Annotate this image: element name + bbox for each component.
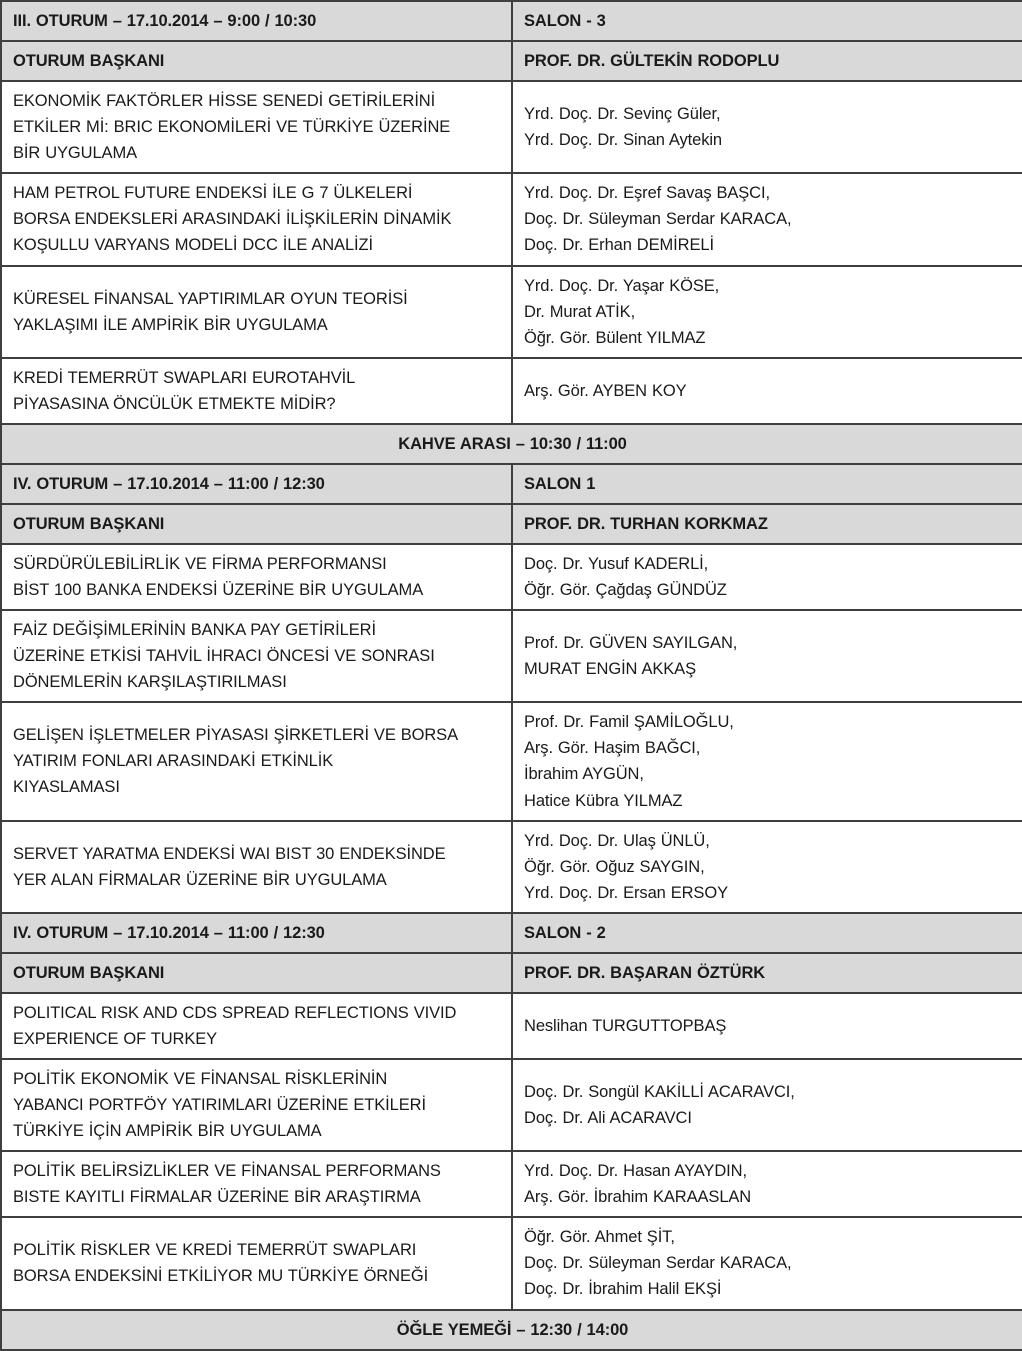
paper-author-line: Doç. Dr. Songül KAKİLLİ ACARAVCI,	[524, 1083, 795, 1102]
paper-title-line: YER ALAN FİRMALAR ÜZERİNE BİR UYGULAMA	[13, 870, 387, 889]
paper-row	[1, 544, 1022, 610]
session-chair-row	[1, 41, 1022, 81]
paper-title-line: POLITICAL RISK AND CDS SPREAD REFLECTIONS VIVID	[13, 1003, 457, 1022]
chair-label: OTURUM BAŞKANI	[1, 41, 512, 81]
paper-row	[1, 821, 1022, 913]
paper-title-line: PİYASASINA ÖNCÜLÜK ETMEKTE MİDİR?	[13, 394, 336, 413]
paper-row	[1, 1151, 1022, 1217]
chair-label: OTURUM BAŞKANI	[1, 504, 512, 544]
paper-author-line: Öğr. Gör. Ahmet ŞİT,	[524, 1228, 675, 1247]
paper-author-line: Arş. Gör. Haşim BAĞCI,	[524, 739, 701, 758]
paper-author-line: Doç. Dr. Erhan DEMİRELİ	[524, 236, 714, 255]
paper-title-line: KÜRESEL FİNANSAL YAPTIRIMLAR OYUN TEORİSİ	[13, 289, 408, 308]
paper-row	[1, 610, 1022, 702]
paper-title	[1, 993, 512, 1059]
paper-title	[1, 266, 512, 358]
paper-authors	[512, 1217, 1022, 1309]
paper-authors	[512, 358, 1022, 424]
paper-row	[1, 358, 1022, 424]
paper-author-line: Yrd. Doç. Dr. Ersan ERSOY	[524, 883, 728, 902]
paper-authors	[512, 81, 1022, 173]
paper-author-line: İbrahim AYGÜN,	[524, 765, 644, 784]
paper-title-line: POLİTİK RİSKLER VE KREDİ TEMERRÜT SWAPLARI	[13, 1241, 417, 1260]
paper-author-line: Yrd. Doç. Dr. Sevinç Güler,	[524, 105, 721, 124]
paper-title-line: BORSA ENDEKSİNİ ETKİLİYOR MU TÜRKİYE ÖRNEĞİ	[13, 1267, 429, 1286]
session-header-row	[1, 913, 1022, 953]
paper-author-line: Doç. Dr. Süleyman Serdar KARACA,	[524, 210, 792, 229]
paper-author-line: MURAT ENGİN AKKAŞ	[524, 660, 696, 679]
session-header-row	[1, 464, 1022, 504]
paper-title	[1, 173, 512, 265]
paper-title	[1, 1217, 512, 1309]
paper-author-line: Dr. Murat ATİK,	[524, 302, 636, 321]
paper-title-line: GELİŞEN İŞLETMELER PİYASASI ŞİRKETLERİ VE BORSA	[13, 726, 458, 745]
paper-author-line: Doç. Dr. İbrahim Halil EKŞİ	[524, 1280, 722, 1299]
paper-author-line: Öğr. Gör. Bülent YILMAZ	[524, 328, 706, 347]
paper-author-line: Doç. Dr. Süleyman Serdar KARACA,	[524, 1254, 792, 1273]
paper-row	[1, 173, 1022, 265]
paper-authors	[512, 610, 1022, 702]
break-label: KAHVE ARASI – 10:30 / 11:00	[1, 424, 1022, 464]
session-chair-row	[1, 504, 1022, 544]
paper-author-line: Yrd. Doç. Dr. Sinan Aytekin	[524, 131, 723, 150]
session-title: III. OTURUM – 17.10.2014 – 9:00 / 10:30	[1, 1, 512, 41]
paper-author-line: Hatice Kübra YILMAZ	[524, 791, 683, 810]
paper-row	[1, 702, 1022, 820]
paper-title-line: KIYASLAMASI	[13, 778, 120, 797]
paper-title-line: POLİTİK BELİRSİZLİKLER VE FİNANSAL PERFORMANS	[13, 1162, 441, 1181]
paper-author-line: Arş. Gör. İbrahim KARAASLAN	[524, 1188, 752, 1207]
paper-title	[1, 821, 512, 913]
paper-authors	[512, 266, 1022, 358]
paper-title-line: HAM PETROL FUTURE ENDEKSİ İLE G 7 ÜLKELERİ	[13, 184, 413, 203]
session-room: SALON - 3	[512, 1, 1022, 41]
paper-authors	[512, 821, 1022, 913]
paper-authors	[512, 702, 1022, 820]
paper-title-line: YATIRIM FONLARI ARASINDAKİ ETKİNLİK	[13, 752, 334, 771]
break-label: ÖĞLE YEMEĞİ – 12:30 / 14:00	[1, 1310, 1022, 1350]
paper-authors	[512, 544, 1022, 610]
paper-row	[1, 1217, 1022, 1309]
paper-row	[1, 993, 1022, 1059]
paper-authors	[512, 173, 1022, 265]
paper-title-line: EKONOMİK FAKTÖRLER HİSSE SENEDİ GETİRİLERİNİ	[13, 92, 436, 111]
paper-title-line: TÜRKİYE İÇİN AMPİRİK BİR UYGULAMA	[13, 1122, 322, 1141]
paper-title	[1, 702, 512, 820]
paper-row	[1, 81, 1022, 173]
paper-title-line: DÖNEMLERİN KARŞILAŞTIRILMASI	[13, 673, 287, 692]
session-header-row	[1, 1, 1022, 41]
paper-title-line: YABANCI PORTFÖY YATIRIMLARI ÜZERİNE ETKİLERİ	[13, 1096, 426, 1115]
paper-title	[1, 81, 512, 173]
session-room: SALON - 2	[512, 913, 1022, 953]
chair-name: PROF. DR. BAŞARAN ÖZTÜRK	[512, 953, 1022, 993]
paper-title-line: YAKLAŞIMI İLE AMPİRİK BİR UYGULAMA	[13, 315, 328, 334]
chair-label: OTURUM BAŞKANI	[1, 953, 512, 993]
paper-title-line: BISTE KAYITLI FİRMALAR ÜZERİNE BİR ARAŞTIRMA	[13, 1188, 421, 1207]
paper-author-line: Öğr. Gör. Oğuz SAYGIN,	[524, 857, 705, 876]
paper-row	[1, 1059, 1022, 1151]
paper-title-line: SÜRDÜRÜLEBİLİRLİK VE FİRMA PERFORMANSI	[13, 555, 387, 573]
paper-title	[1, 358, 512, 424]
paper-title	[1, 610, 512, 702]
paper-author-line: Prof. Dr. Famil ŞAMİLOĞLU,	[524, 713, 734, 732]
paper-title-line: SERVET YARATMA ENDEKSİ WAI BIST 30 ENDEKSİNDE	[13, 844, 446, 863]
paper-author-line: Yrd. Doç. Dr. Eşref Savaş BAŞCI,	[524, 184, 770, 203]
paper-title	[1, 1151, 512, 1217]
paper-author-line: Yrd. Doç. Dr. Hasan AYAYDIN,	[524, 1162, 747, 1181]
session-title: IV. OTURUM – 17.10.2014 – 11:00 / 12:30	[1, 464, 512, 504]
paper-author-line: Doç. Dr. Yusuf KADERLİ,	[524, 555, 709, 573]
paper-title-line: FAİZ DEĞİŞİMLERİNİN BANKA PAY GETİRİLERİ	[13, 621, 376, 640]
paper-title-line: EXPERIENCE OF TURKEY	[13, 1029, 218, 1048]
session-chair-row	[1, 953, 1022, 993]
paper-authors	[512, 1151, 1022, 1217]
paper-title-line: KOŞULLU VARYANS MODELİ DCC İLE ANALİZİ	[13, 236, 373, 255]
paper-author-line: Prof. Dr. GÜVEN SAYILGAN,	[524, 634, 738, 653]
schedule-body	[1, 1, 1022, 1350]
paper-author-line: Neslihan TURGUTTOPBAŞ	[524, 1016, 727, 1035]
session-room: SALON 1	[512, 464, 1022, 504]
paper-author-line: Yrd. Doç. Dr. Ulaş ÜNLÜ,	[524, 831, 710, 850]
paper-author-line: Yrd. Doç. Dr. Yaşar KÖSE,	[524, 276, 720, 295]
paper-title	[1, 544, 512, 610]
paper-row	[1, 266, 1022, 358]
session-title: IV. OTURUM – 17.10.2014 – 11:00 / 12:30	[1, 913, 512, 953]
break-row	[1, 1310, 1022, 1350]
chair-name: PROF. DR. TURHAN KORKMAZ	[512, 504, 1022, 544]
paper-authors	[512, 1059, 1022, 1151]
paper-title-line: KREDİ TEMERRÜT SWAPLARI EUROTAHVİL	[13, 368, 356, 387]
paper-author-line: Arş. Gör. AYBEN KOY	[524, 381, 687, 400]
paper-title-line: ETKİLER Mİ: BRIC EKONOMİLERİ VE TÜRKİYE ÜZERİNE	[13, 118, 451, 137]
chair-name: PROF. DR. GÜLTEKİN RODOPLU	[512, 41, 1022, 81]
paper-title-line: BİST 100 BANKA ENDEKSİ ÜZERİNE BİR UYGULAMA	[13, 581, 424, 600]
paper-title-line: BİR UYGULAMA	[13, 144, 137, 163]
paper-author-line: Doç. Dr. Ali ACARAVCI	[524, 1109, 692, 1128]
paper-author-line: Öğr. Gör. Çağdaş GÜNDÜZ	[524, 581, 727, 600]
paper-title-line: ÜZERİNE ETKİSİ TAHVİL İHRACI ÖNCESİ VE SONRASI	[13, 647, 435, 666]
paper-authors	[512, 993, 1022, 1059]
break-row	[1, 424, 1022, 464]
paper-title	[1, 1059, 512, 1151]
paper-title-line: BORSA ENDEKSLERİ ARASINDAKİ İLİŞKİLERİN DİNAMİK	[13, 210, 452, 229]
paper-title-line: POLİTİK EKONOMİK VE FİNANSAL RİSKLERİNİN	[13, 1070, 388, 1088]
